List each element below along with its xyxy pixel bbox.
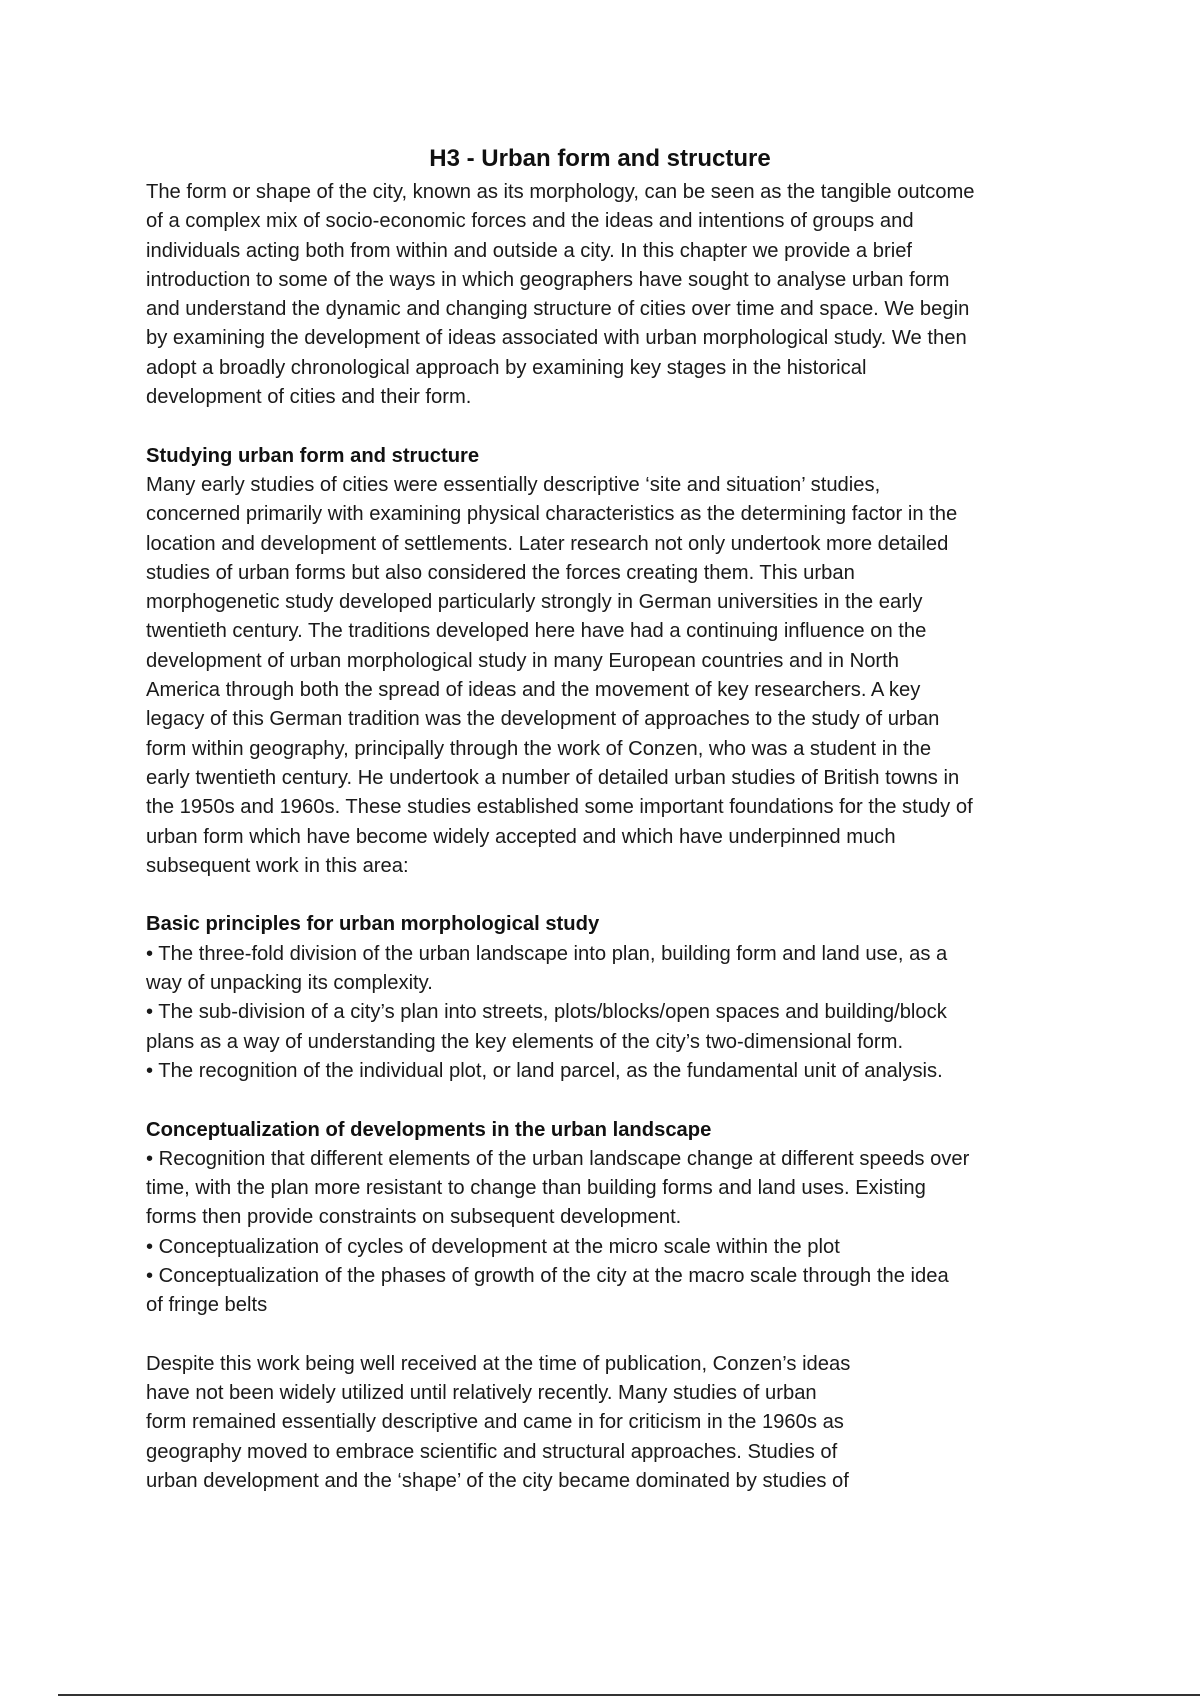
text-line: location and development of settlements. Later research not only undertook more detailed	[146, 532, 949, 555]
paragraph-gap	[146, 881, 1066, 910]
text-line: the 1950s and 1960s. These studies established some important foundations for the study of	[146, 796, 973, 819]
text-line: subsequent work in this area:	[146, 854, 409, 877]
text-line: development of cities and their form.	[146, 386, 472, 409]
text-line: legacy of this German tradition was the development of approaches to the study of urban	[146, 708, 940, 731]
footer-divider	[58, 1694, 1200, 1696]
text-line: twentieth century. The traditions developed here have had a continuing influence on the	[146, 620, 927, 643]
bullet-line: • The sub-division of a city’s plan into streets, plots/blocks/open spaces and building/block	[146, 1001, 947, 1024]
text-line: of a complex mix of socio-economic forces and the ideas and intentions of groups and	[146, 210, 914, 233]
text-line: of fringe belts	[146, 1294, 268, 1317]
section-basic-principles	[146, 910, 1066, 1086]
text-line: urban form which have become widely accepted and which have underpinned much	[146, 825, 896, 848]
text-line: development of urban morphological study in many European countries and in North	[146, 649, 899, 672]
text-line: time, with the plan more resistant to change than building forms and land uses. Existing	[146, 1177, 926, 1200]
text-line: forms then provide constraints on subsequent development.	[146, 1206, 682, 1229]
section-studying-urban-form	[146, 442, 1066, 881]
text-line: The form or shape of the city, known as its morphology, can be seen as the tangible outcome	[146, 181, 975, 203]
text-line: introduction to some of the ways in which geographers have sought to analyse urban form	[146, 268, 950, 291]
bullet-line: • Conceptualization of the phases of growth of the city at the macro scale through the idea	[146, 1264, 949, 1287]
text-line: form within geography, principally through the work of Conzen, who was a student in the	[146, 737, 932, 760]
text-line: Despite this work being well received at the time of publication, Conzen’s ideas	[146, 1352, 851, 1375]
text-line: studies of urban forms but also considered the forces creating them. This urban	[146, 561, 855, 584]
text-line: concerned primarily with examining physical characteristics as the determining factor in the	[146, 503, 958, 526]
paragraph-gap	[146, 1086, 1066, 1115]
text-line: geography moved to embrace scientific and structural approaches. Studies of	[146, 1440, 838, 1463]
text-line: have not been widely utilized until relatively recently. Many studies of urban	[146, 1382, 817, 1405]
text-line: morphogenetic study developed particularly strongly in German universities in the early	[146, 591, 923, 614]
text-line: adopt a broadly chronological approach by examining key stages in the historical	[146, 356, 867, 379]
text-line: form remained essentially descriptive and came in for criticism in the 1960s as	[146, 1411, 844, 1434]
intro-paragraph	[146, 178, 1066, 412]
text-line: plans as a way of understanding the key elements of the city’s two-dimensional form.	[146, 1030, 904, 1053]
bullet-line: • Recognition that different elements of the urban landscape change at different speeds over	[146, 1147, 970, 1170]
document-body	[146, 178, 1066, 1496]
closing-paragraph	[146, 1350, 1066, 1496]
bullet-line: • The recognition of the individual plot, or land parcel, as the fundamental unit of analysis.	[146, 1059, 943, 1082]
text-line: America through both the spread of ideas and the movement of key researchers. A key	[146, 679, 921, 702]
paragraph-gap	[146, 412, 1066, 441]
text-line: individuals acting both from within and outside a city. In this chapter we provide a brief	[146, 239, 913, 262]
page-title: H3 - Urban form and structure	[429, 145, 771, 172]
text-line: Many early studies of cities were essentially descriptive ‘site and situation’ studies,	[146, 473, 881, 496]
section-conceptualization	[146, 1116, 1066, 1321]
paragraph-gap	[146, 1321, 1066, 1350]
section-heading: Studying urban form and structure	[146, 444, 480, 467]
text-line: and understand the dynamic and changing structure of cities over time and space. We begin	[146, 298, 970, 321]
section-heading: Basic principles for urban morphological study	[146, 913, 600, 936]
text-line: early twentieth century. He undertook a number of detailed urban studies of British towns in	[146, 766, 960, 789]
bullet-line: • The three-fold division of the urban landscape into plan, building form and land use, as a	[146, 942, 948, 965]
text-line: way of unpacking its complexity.	[146, 972, 433, 995]
text-line: urban development and the ‘shape’ of the city became dominated by studies of	[146, 1470, 849, 1493]
bullet-line: • Conceptualization of cycles of development at the micro scale within the plot	[146, 1235, 840, 1258]
section-heading: Conceptualization of developments in the urban landscape	[146, 1118, 712, 1141]
text-line: by examining the development of ideas associated with urban morphological study. We then	[146, 327, 967, 350]
